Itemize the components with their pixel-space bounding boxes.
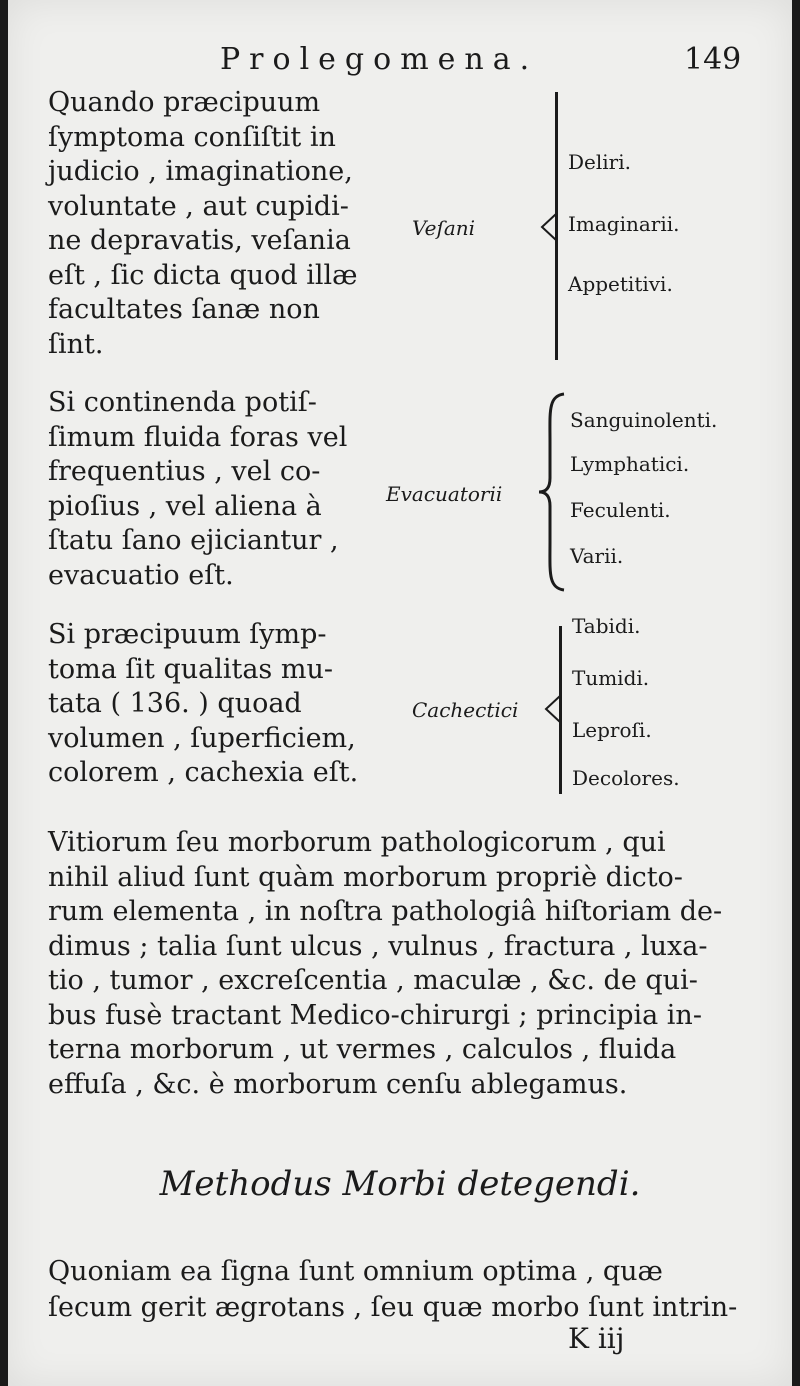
section-heading: Methodus Morbi detegendi. xyxy=(159,1164,641,1204)
text-line: Si præcipuum ſymp- xyxy=(48,619,327,650)
text-line: toma ſit qualitas mu- xyxy=(48,653,333,685)
text-line: judicio , imaginatione, xyxy=(48,156,353,187)
book-page xyxy=(8,0,792,1386)
list-item: Appetitivi. xyxy=(568,272,673,296)
vitia-paragraph xyxy=(48,826,764,1102)
vesania-definition xyxy=(48,86,358,362)
list-item: Deliri. xyxy=(568,150,631,174)
cachectici-label: Cachectici xyxy=(412,698,519,722)
text-line: tio , tumor , excreſcentia , maculæ , &c. de qui- xyxy=(48,965,698,996)
running-title: Prolegomena. xyxy=(220,42,539,77)
final-paragraph xyxy=(48,1254,764,1326)
text-line: volumen , ſuperficiem, xyxy=(48,722,356,754)
text-line: tata ( 136. ) quoad xyxy=(48,688,302,719)
list-item: Imaginarii. xyxy=(568,212,680,236)
evacuatorii-label: Evacuatorii xyxy=(386,482,503,506)
text-line: dimus ; talia ſunt ulcus , vulnus , fractura , luxa- xyxy=(48,930,708,962)
text-line: ſymptoma conſiſtit in xyxy=(48,121,336,153)
text-line: Quoniam ea ſigna ſunt omnium optima , quæ xyxy=(48,1256,663,1287)
text-line: ſint. xyxy=(48,328,104,360)
signature-mark: K iij xyxy=(568,1322,625,1355)
running-header xyxy=(8,42,792,82)
text-line: ſtatu ſano ejiciantur , xyxy=(48,525,339,556)
cachexia-definition xyxy=(48,618,358,791)
text-line: Quando præcipuum xyxy=(48,87,321,118)
list-item: Decolores. xyxy=(572,766,680,790)
text-line: evacuatio eſt. xyxy=(48,559,234,591)
list-item: Tabidi. xyxy=(572,614,641,638)
list-item: Lymphatici. xyxy=(570,452,690,476)
text-line: nihil aliud ſunt quàm morborum propriè dicto- xyxy=(48,861,683,893)
text-line: ſecum gerit ægrotans , ſeu quæ morbo ſunt intrin- xyxy=(48,1292,738,1323)
text-line: Si continenda potiſ- xyxy=(48,387,317,418)
cachectici-bracket-point xyxy=(542,694,562,724)
text-line: facultates ſanæ non xyxy=(48,294,320,325)
list-item: Leproſi. xyxy=(572,718,652,742)
page-number: 149 xyxy=(684,42,742,77)
list-item: Tumidi. xyxy=(572,666,650,690)
text-line: effuſa , &c. è morborum cenſu ablegamus. xyxy=(48,1068,628,1100)
text-line: ſimum fluida foras vel xyxy=(48,421,348,453)
list-item: Varii. xyxy=(570,544,624,568)
text-line: bus fusè tractant Medico-chirurgi ; principia in- xyxy=(48,999,702,1031)
text-line: eſt , ſic dicta quod illæ xyxy=(48,259,358,291)
text-line: ne depravatis, veſania xyxy=(48,225,351,256)
list-item: Sanguinolenti. xyxy=(570,408,718,432)
text-line: voluntate , aut cupidi- xyxy=(48,190,349,222)
text-line: frequentius , vel co- xyxy=(48,456,321,487)
text-line: rum elementa , in noſtra pathologiâ hiſtoriam de- xyxy=(48,896,723,927)
text-line: Vitiorum ſeu morborum pathologicorum , qui xyxy=(48,827,666,858)
text-line: pioſius , vel aliena à xyxy=(48,490,322,522)
text-line: colorem , cachexia eſt. xyxy=(48,757,359,788)
vesani-bracket-point xyxy=(538,212,558,242)
vesani-label: Veſani xyxy=(412,216,476,240)
text-line: terna morborum , ut vermes , calculos , fluida xyxy=(48,1034,677,1065)
evacuatio-definition xyxy=(48,386,347,593)
evacuatorii-brace xyxy=(536,392,568,592)
list-item: Feculenti. xyxy=(570,498,671,522)
